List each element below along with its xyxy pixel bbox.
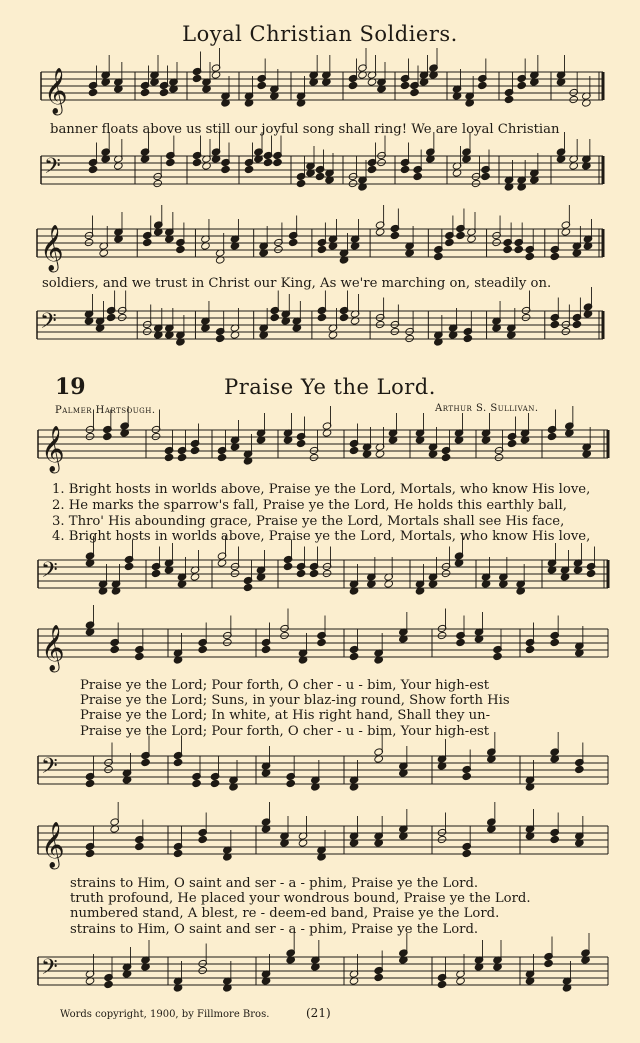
svg-text:𝄢: 𝄢 — [41, 754, 58, 784]
svg-text:𝄞: 𝄞 — [41, 625, 65, 671]
verse-2-line-2: Praise ye the Lord; Suns, in your blaz-ing round, Show forth His — [80, 693, 510, 708]
verse-3-line-3: numbered stand, A blest, re - deem-ed band, Praise ye the Lord. — [70, 906, 500, 921]
verse-2-line-1: 2. He marks the sparrow's fall, Praise ye the Lord, He holds this earthly ball, — [52, 498, 567, 513]
svg-text:𝄞: 𝄞 — [44, 68, 68, 114]
svg-text:𝄞: 𝄞 — [40, 225, 64, 271]
svg-text:𝄢: 𝄢 — [44, 154, 61, 184]
words-credit: Palmer Hartsough. — [55, 405, 156, 416]
copyright-notice: Words copyright, 1900, by Fillmore Bros. — [60, 1009, 270, 1020]
svg-text:𝄢: 𝄢 — [41, 955, 58, 985]
verse-4-line-3: strains to Him, O saint and ser - a - phim, Praise ye the Lord. — [70, 922, 479, 937]
svg-text:𝄞: 𝄞 — [41, 426, 65, 472]
hymn-title-praise-ye-the-lord: Praise Ye the Lord. — [224, 375, 436, 399]
verse-3-line-1: 3. Thro' His abounding grace, Praise ye the Lord, Mortals shall see His face, — [52, 514, 565, 529]
svg-text:𝄢: 𝄢 — [40, 309, 57, 339]
music-credit: Arthur S. Sullivan. — [435, 403, 539, 414]
page-number: (21) — [306, 1006, 331, 1020]
hymn-title-loyal-christian-soldiers: Loyal Christian Soldiers. — [182, 22, 458, 46]
verse-3-line-2: Praise ye the Lord; In white, at His right hand, Shall they un- — [80, 708, 491, 723]
lyric-line: soldiers, and we trust in Christ our King, As we're marching on, steadily on. — [42, 276, 552, 291]
verse-1-line-1: 1. Bright hosts in worlds above, Praise ye the Lord, Mortals, who know His love, — [52, 482, 591, 497]
verse-2-line-3: truth profound, He placed your wondrous bound, Praise ye the Lord. — [70, 891, 531, 906]
hymn-number: 19 — [55, 374, 86, 400]
verse-1-line-2: Praise ye the Lord; Pour forth, O cher - u - bim, Your high-est — [80, 678, 490, 693]
verse-1-line-3: strains to Him, O saint and ser - a - phim, Praise ye the Lord. — [70, 876, 479, 891]
svg-text:𝄢: 𝄢 — [41, 558, 58, 588]
verse-4-line-1: 4. Bright hosts in worlds above, Praise ye the Lord, Mortals, who know His love, — [52, 529, 591, 544]
lyric-line: banner floats above us still our joyful song shall ring! We are loyal Christian — [50, 122, 560, 137]
svg-text:𝄞: 𝄞 — [41, 822, 65, 868]
verse-4-line-2: Praise ye the Lord; Pour forth, O cher - u - bim, Your high-est — [80, 724, 490, 739]
